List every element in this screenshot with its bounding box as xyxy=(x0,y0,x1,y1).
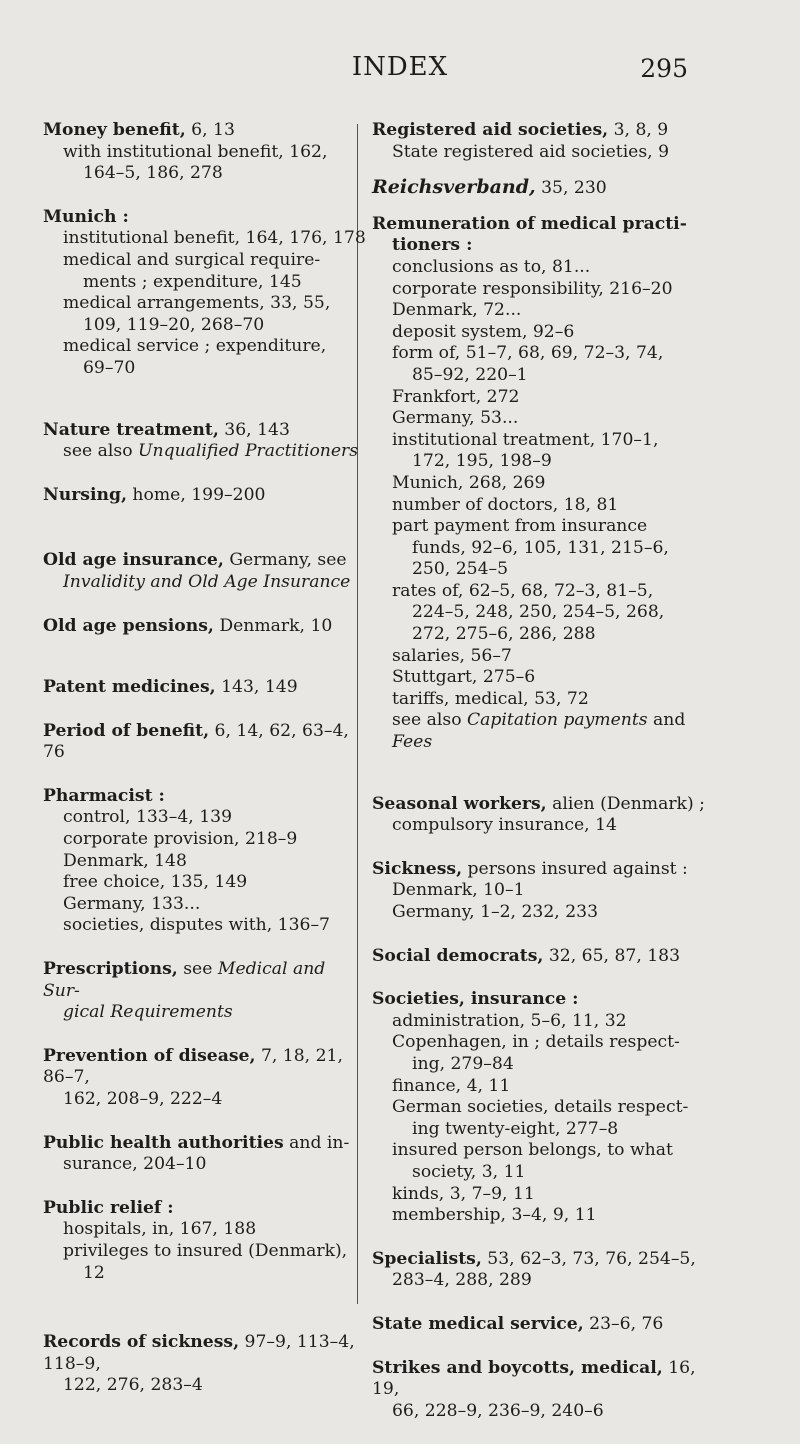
entry-head: Money benefit, xyxy=(43,120,186,140)
subentry: Munich, 268, 269 xyxy=(392,472,546,493)
subentry: Germany, 1–2, 232, 233 xyxy=(392,902,599,922)
subentry: deposit system, 92–6 xyxy=(392,321,575,342)
entry-see: see xyxy=(177,959,218,980)
subentry: Denmark, 10–1 xyxy=(392,880,525,901)
entry-pages: 23–6, 76 xyxy=(583,1313,664,1334)
entry-pages: Germany, see xyxy=(223,550,347,571)
index-entry xyxy=(372,946,717,968)
entry-pages: home, 199–200 xyxy=(126,484,266,505)
entry-head: Prescriptions, xyxy=(43,959,178,980)
index-entry xyxy=(43,420,366,463)
subentry: medical arrangements, 33, 55, xyxy=(63,293,331,314)
subentry: kinds, 3, 7–9, 11 xyxy=(392,1183,535,1204)
subentry-cont: ing twenty-eight, 277–8 xyxy=(412,1118,619,1139)
subentry: form of, 51–7, 68, 69, 72–3, 74, xyxy=(392,343,664,364)
see-also-target: Fees xyxy=(392,732,433,753)
index-entry xyxy=(43,207,366,380)
entry-head: Societies, insurance : xyxy=(372,989,579,1010)
entry-pages: 7, 18, 21, 86–7, xyxy=(43,1045,343,1088)
index-entry xyxy=(43,1332,366,1397)
see-target: Medical and Sur- xyxy=(43,959,326,1001)
entry-head: Seasonal workers, xyxy=(372,793,547,814)
entry-text-cont: compulsory insurance, 14 xyxy=(392,815,617,836)
subentry: insured person belongs, to what xyxy=(392,1140,673,1161)
entry-head: Registered aid societies, xyxy=(372,120,609,140)
subentry: Stuttgart, 275–6 xyxy=(392,667,536,688)
index-entry xyxy=(43,1046,366,1111)
subentry: finance, 4, 11 xyxy=(392,1075,511,1096)
see-also-prefix: see also xyxy=(63,441,139,462)
see-also-target: Capitation payments xyxy=(467,710,648,731)
entry-text-cont: surance, 204–10 xyxy=(63,1154,207,1175)
index-entry xyxy=(43,616,366,638)
entry-head: Old age pensions, xyxy=(43,615,214,636)
page-number: 295 xyxy=(640,54,688,83)
index-entry xyxy=(43,120,366,185)
subentry-cont: ments ; expenditure, 145 xyxy=(83,271,302,292)
see-target: Invalidity and Old Age Insurance xyxy=(63,571,351,592)
right-column xyxy=(372,120,717,1444)
subentry: German societies, details respect- xyxy=(392,1097,689,1118)
entry-head: Strikes and boycotts, medical, xyxy=(372,1357,663,1378)
entry-head-cont: tioners : xyxy=(392,235,473,256)
index-entry xyxy=(372,859,717,924)
subentry: Germany, 53... xyxy=(392,408,519,429)
subentry-cont: 85–92, 220–1 xyxy=(412,364,528,385)
entry-head: Reichsverband, xyxy=(372,176,536,199)
entry-pages: 16, 19, xyxy=(372,1357,696,1400)
index-entry xyxy=(43,485,366,507)
subentry: conclusions as to, 81... xyxy=(392,256,591,277)
see-also xyxy=(372,710,717,732)
entry-head: Munich : xyxy=(43,206,129,227)
subentry-cont: 69–70 xyxy=(83,357,136,378)
index-entry xyxy=(43,721,366,764)
subentry: medical service ; expenditure, xyxy=(63,336,327,357)
entry-text: alien (Denmark) ; xyxy=(546,793,705,814)
subentry: corporate responsibility, 216–20 xyxy=(392,278,673,299)
index-entry xyxy=(372,120,717,163)
subentry-cont: ing, 279–84 xyxy=(412,1053,514,1074)
see-also-prefix: see also xyxy=(392,710,468,731)
index-entry xyxy=(372,989,717,1227)
entry-pages: 143, 149 xyxy=(215,677,298,698)
subentry-cont: 109, 119–20, 268–70 xyxy=(83,314,265,335)
subentry: institutional benefit, 164, 176, 178 xyxy=(63,228,366,249)
subentry: administration, 5–6, 11, 32 xyxy=(392,1010,627,1031)
subentry-cont: 272, 275–6, 286, 288 xyxy=(412,624,596,645)
entry-head: Specialists, xyxy=(372,1248,482,1269)
entry-head: State medical service, xyxy=(372,1313,584,1334)
subentry: free choice, 135, 149 xyxy=(63,872,248,893)
entry-head: Period of benefit, xyxy=(43,720,210,741)
subentry: Denmark, 72... xyxy=(392,300,522,321)
subentry: Germany, 133... xyxy=(63,893,201,914)
entry-pages: 53, 62–3, 73, 76, 254–5, xyxy=(481,1248,696,1269)
subentry: control, 133–4, 139 xyxy=(63,807,233,828)
subentry-cont: society, 3, 11 xyxy=(412,1161,526,1182)
subentry: salaries, 56–7 xyxy=(392,645,512,666)
index-entry xyxy=(372,794,717,837)
subentry: part payment from insurance xyxy=(392,516,648,537)
entry-head: Public health authorities xyxy=(43,1132,284,1153)
subentry-cont: 164–5, 186, 278 xyxy=(83,163,223,184)
see-also-conj: and xyxy=(647,710,686,731)
index-entry xyxy=(372,1249,717,1292)
subentry: State registered aid societies, 9 xyxy=(392,141,670,162)
subentry: Frankfort, 272 xyxy=(392,386,520,407)
entry-head: Prevention of disease, xyxy=(43,1045,256,1066)
entry-head: Public relief : xyxy=(43,1197,174,1218)
index-entry xyxy=(43,786,366,937)
entry-pages: 36, 143 xyxy=(218,419,290,440)
entry-pages: 6, 13 xyxy=(185,120,235,140)
page-header xyxy=(0,52,800,102)
subentry: corporate provision, 218–9 xyxy=(63,829,298,850)
entry-head: Nursing, xyxy=(43,484,127,505)
index-entry xyxy=(43,1198,366,1284)
subentry: Denmark, 148 xyxy=(63,850,187,871)
entry-pages: 97–9, 113–4, 118–9, xyxy=(43,1332,355,1374)
entry-head: Records of sickness, xyxy=(43,1332,240,1353)
entry-head: Sickness, xyxy=(372,858,463,879)
subentry: institutional treatment, 170–1, xyxy=(392,429,659,450)
entry-text: and in- xyxy=(283,1132,350,1153)
index-entry xyxy=(43,677,366,699)
entry-pages-cont: 162, 208–9, 222–4 xyxy=(63,1089,223,1109)
see-target-cont: gical Requirements xyxy=(63,1002,233,1023)
subentry: number of doctors, 18, 81 xyxy=(392,494,619,515)
subentry: hospitals, in, 167, 188 xyxy=(63,1219,257,1240)
subentry: medical and surgical require- xyxy=(63,249,321,270)
entry-text: persons insured against : xyxy=(462,858,688,879)
entry-pages: 32, 65, 87, 183 xyxy=(543,945,681,966)
index-entry xyxy=(43,1133,366,1176)
entry-head: Remuneration of medical practi- xyxy=(372,213,687,234)
index-entry xyxy=(372,214,717,754)
entry-pages: 3, 8, 9 xyxy=(608,120,669,140)
entry-pages-cont: 66, 228–9, 236–9, 240–6 xyxy=(392,1400,604,1421)
entry-pages: 6, 14, 62, 63–4, 76 xyxy=(43,720,349,763)
subentry-cont: 250, 254–5 xyxy=(412,559,509,580)
entry-head: Patent medicines, xyxy=(43,677,216,698)
subentry-cont: 224–5, 248, 250, 254–5, 268, xyxy=(412,602,665,623)
see-also-target: Unqualified Practitioners xyxy=(138,441,359,462)
index-entry xyxy=(43,550,366,593)
index-entry xyxy=(372,177,717,200)
index-entry xyxy=(43,959,366,1024)
subentry: membership, 3–4, 9, 11 xyxy=(392,1205,597,1226)
see-also xyxy=(43,441,366,463)
subentry: rates of, 62–5, 68, 72–3, 81–5, xyxy=(392,580,654,601)
entry-pages-cont: 122, 276, 283–4 xyxy=(63,1375,203,1396)
subentry: with institutional benefit, 162, xyxy=(63,141,328,162)
entry-pages: 35, 230 xyxy=(535,178,607,199)
index-entry xyxy=(372,1358,717,1423)
entry-head: Nature treatment, xyxy=(43,419,219,440)
subentry: Copenhagen, in ; details respect- xyxy=(392,1032,680,1053)
page-title: INDEX xyxy=(351,52,449,82)
subentry: societies, disputes with, 136–7 xyxy=(63,915,330,936)
entry-pages-cont: 283–4, 288, 289 xyxy=(392,1270,532,1291)
index-entry xyxy=(372,1314,717,1336)
entry-head: Social democrats, xyxy=(372,945,544,966)
subentry: privileges to insured (Denmark), xyxy=(63,1240,348,1261)
left-column xyxy=(43,120,366,1419)
entry-head: Pharmacist : xyxy=(43,785,165,806)
subentry-cont: funds, 92–6, 105, 131, 215–6, xyxy=(412,537,669,558)
subentry: tariffs, medical, 53, 72 xyxy=(392,688,589,709)
entry-head: Old age insurance, xyxy=(43,550,224,571)
entry-pages: Denmark, 10 xyxy=(213,615,333,636)
subentry-cont: 12 xyxy=(83,1262,105,1283)
subentry-cont: 172, 195, 198–9 xyxy=(412,451,552,472)
